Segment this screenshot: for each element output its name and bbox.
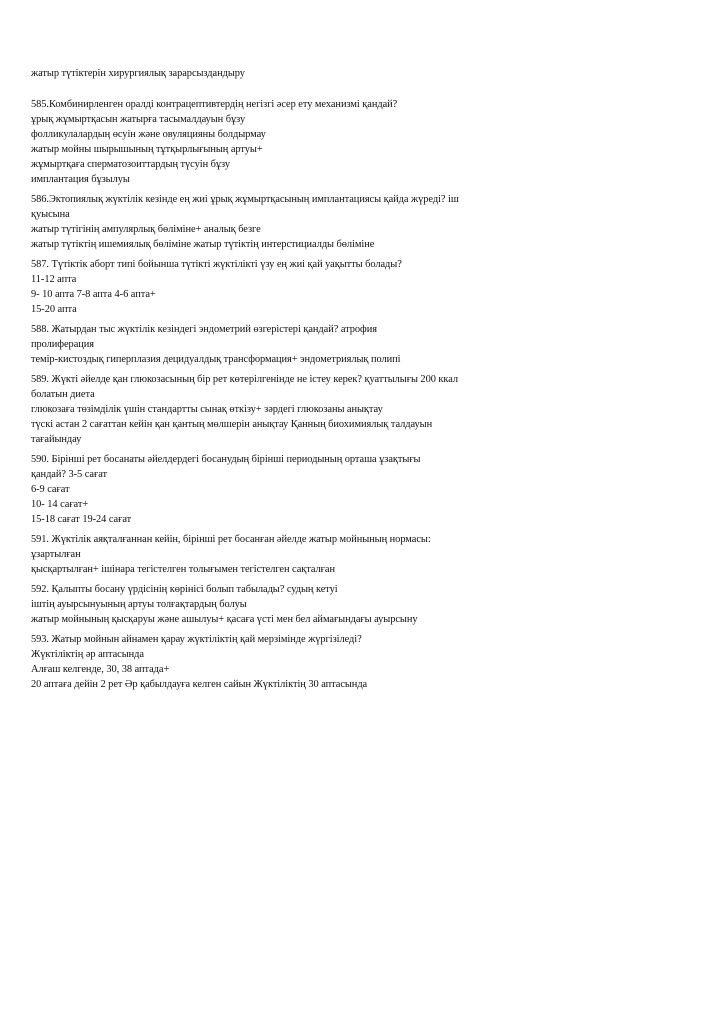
answer-line: темір-кистоздық гиперплазия децидуалдық трансформация+ эндометриялық полипі — [31, 354, 401, 365]
answer-line: 6-9 сағат — [31, 484, 70, 495]
question-block — [31, 322, 691, 367]
question-block — [31, 532, 691, 577]
answer-line: жатыр түтігінің ампулярлық бөліміне+ аналық безге — [31, 224, 261, 235]
answer-line: 15-20 апта — [31, 304, 77, 315]
question-text: 587. Түтіктік аборт типі бойынша түтікті жүктілікті үзу ең жиі қай уақытты болады? — [31, 259, 402, 270]
answer-line: жатыр мойнының қысқаруы және ашылуы+ қасаға үсті мен бел аймағындағы ауырсыну — [31, 614, 418, 625]
question-text: 593. Жатыр мойнын айнамен қарау жүктіліктің қай мерзімінде жүргізіледі? — [31, 634, 362, 645]
answer-line: ұрық жұмыртқасын жатырға тасымалдауын бұзу — [31, 114, 246, 125]
question-block — [31, 632, 691, 692]
question-text: 592. Қалыпты босану үрдісінің көрінісі болып табылады? судың кетуі — [31, 584, 338, 595]
question-text: 590. Бірінші рет босанаты әйелдердегі босанудың бірінші периодының орташа ұзақтығы — [31, 454, 421, 465]
answer-line: жатыр түтіктің ишемиялық бөліміне жатыр түтіктің интерстициалды бөліміне — [31, 239, 375, 250]
answer-line: Алғаш келгенде, 30, 38 аптада+ — [31, 664, 170, 675]
question-list — [31, 97, 691, 692]
answer-line: имплантация бұзылуы — [31, 174, 130, 185]
question-text: 591. Жүктілік аяқталғаннан кейін, бірінші рет босанған әйелде жатыр мойнының нормасы: — [31, 534, 431, 545]
question-text: 589. Жүкті әйелде қан глюкозасының бір рет көтерілгенінде не істеу керек? қуаттылығы 200 ккал — [31, 374, 459, 385]
question-block — [31, 97, 691, 187]
answer-line: іштің ауырсынуының артуы толғақтардың болуы — [31, 599, 247, 610]
question-text: 585.Комбинирленген оралді контрацептивтердің негізгі әсер ету механизмі қандай? — [31, 99, 398, 110]
answer-line: глюкозаға төзімділік үшін стандартты сынақ өткізу+ зәрдегі глюкозаны анықтау — [31, 404, 383, 415]
question-block — [31, 257, 691, 317]
document-content — [31, 66, 691, 697]
question-block — [31, 452, 691, 527]
answer-line: 10- 14 сағат+ — [31, 499, 89, 510]
question-block — [31, 372, 691, 447]
answer-line: қуысына — [31, 209, 70, 220]
answer-line: Жүктіліктің әр аптасында — [31, 649, 144, 660]
answer-line: 20 аптаға дейін 2 рет Әр қабылдауға келген сайын Жүктіліктің 30 аптасында — [31, 679, 368, 690]
answer-line: қысқартылған+ ішінара тегістелген толығымен тегістелген сақталған — [31, 564, 335, 575]
question-text: 586.Эктопиялық жүктілік кезінде ең жиі ұрық жұмыртқасының имплантациясы қайда жүреді? іш — [31, 194, 459, 205]
question-text: 588. Жатырдан тыс жүктілік кезіндегі эндометрий өзгерістері қандай? атрофия — [31, 324, 377, 335]
answer-line: жатыр мойны шырышының тұтқырлығының артуы+ — [31, 144, 263, 155]
question-block — [31, 582, 691, 627]
answer-line: ұзартылған — [31, 549, 81, 560]
answer-line: фолликулалардың өсуін және овуляцияны болдырмау — [31, 129, 266, 140]
answer-line: 9- 10 апта 7-8 апта 4-6 апта+ — [31, 289, 156, 300]
question-block — [31, 192, 691, 252]
answer-line: 11-12 апта — [31, 274, 77, 285]
answer-line: 15-18 сағат 19-24 сағат — [31, 514, 132, 525]
answer-line: пролиферация — [31, 339, 95, 350]
answer-line: болатын диета — [31, 389, 95, 400]
answer-line: қандай? 3-5 сағат — [31, 469, 107, 480]
answer-line: түскі астан 2 сағаттан кейін қан қантың мөлшерін анықтау Қанның биохимиялық талдауын — [31, 419, 433, 430]
top-line: жатыр түтіктерін хирургиялық зарарсыздандыру — [31, 68, 245, 79]
answer-line: тағайындау — [31, 434, 82, 445]
answer-line: жұмыртқаға сперматозоиттардың түсуін бұзу — [31, 159, 230, 170]
